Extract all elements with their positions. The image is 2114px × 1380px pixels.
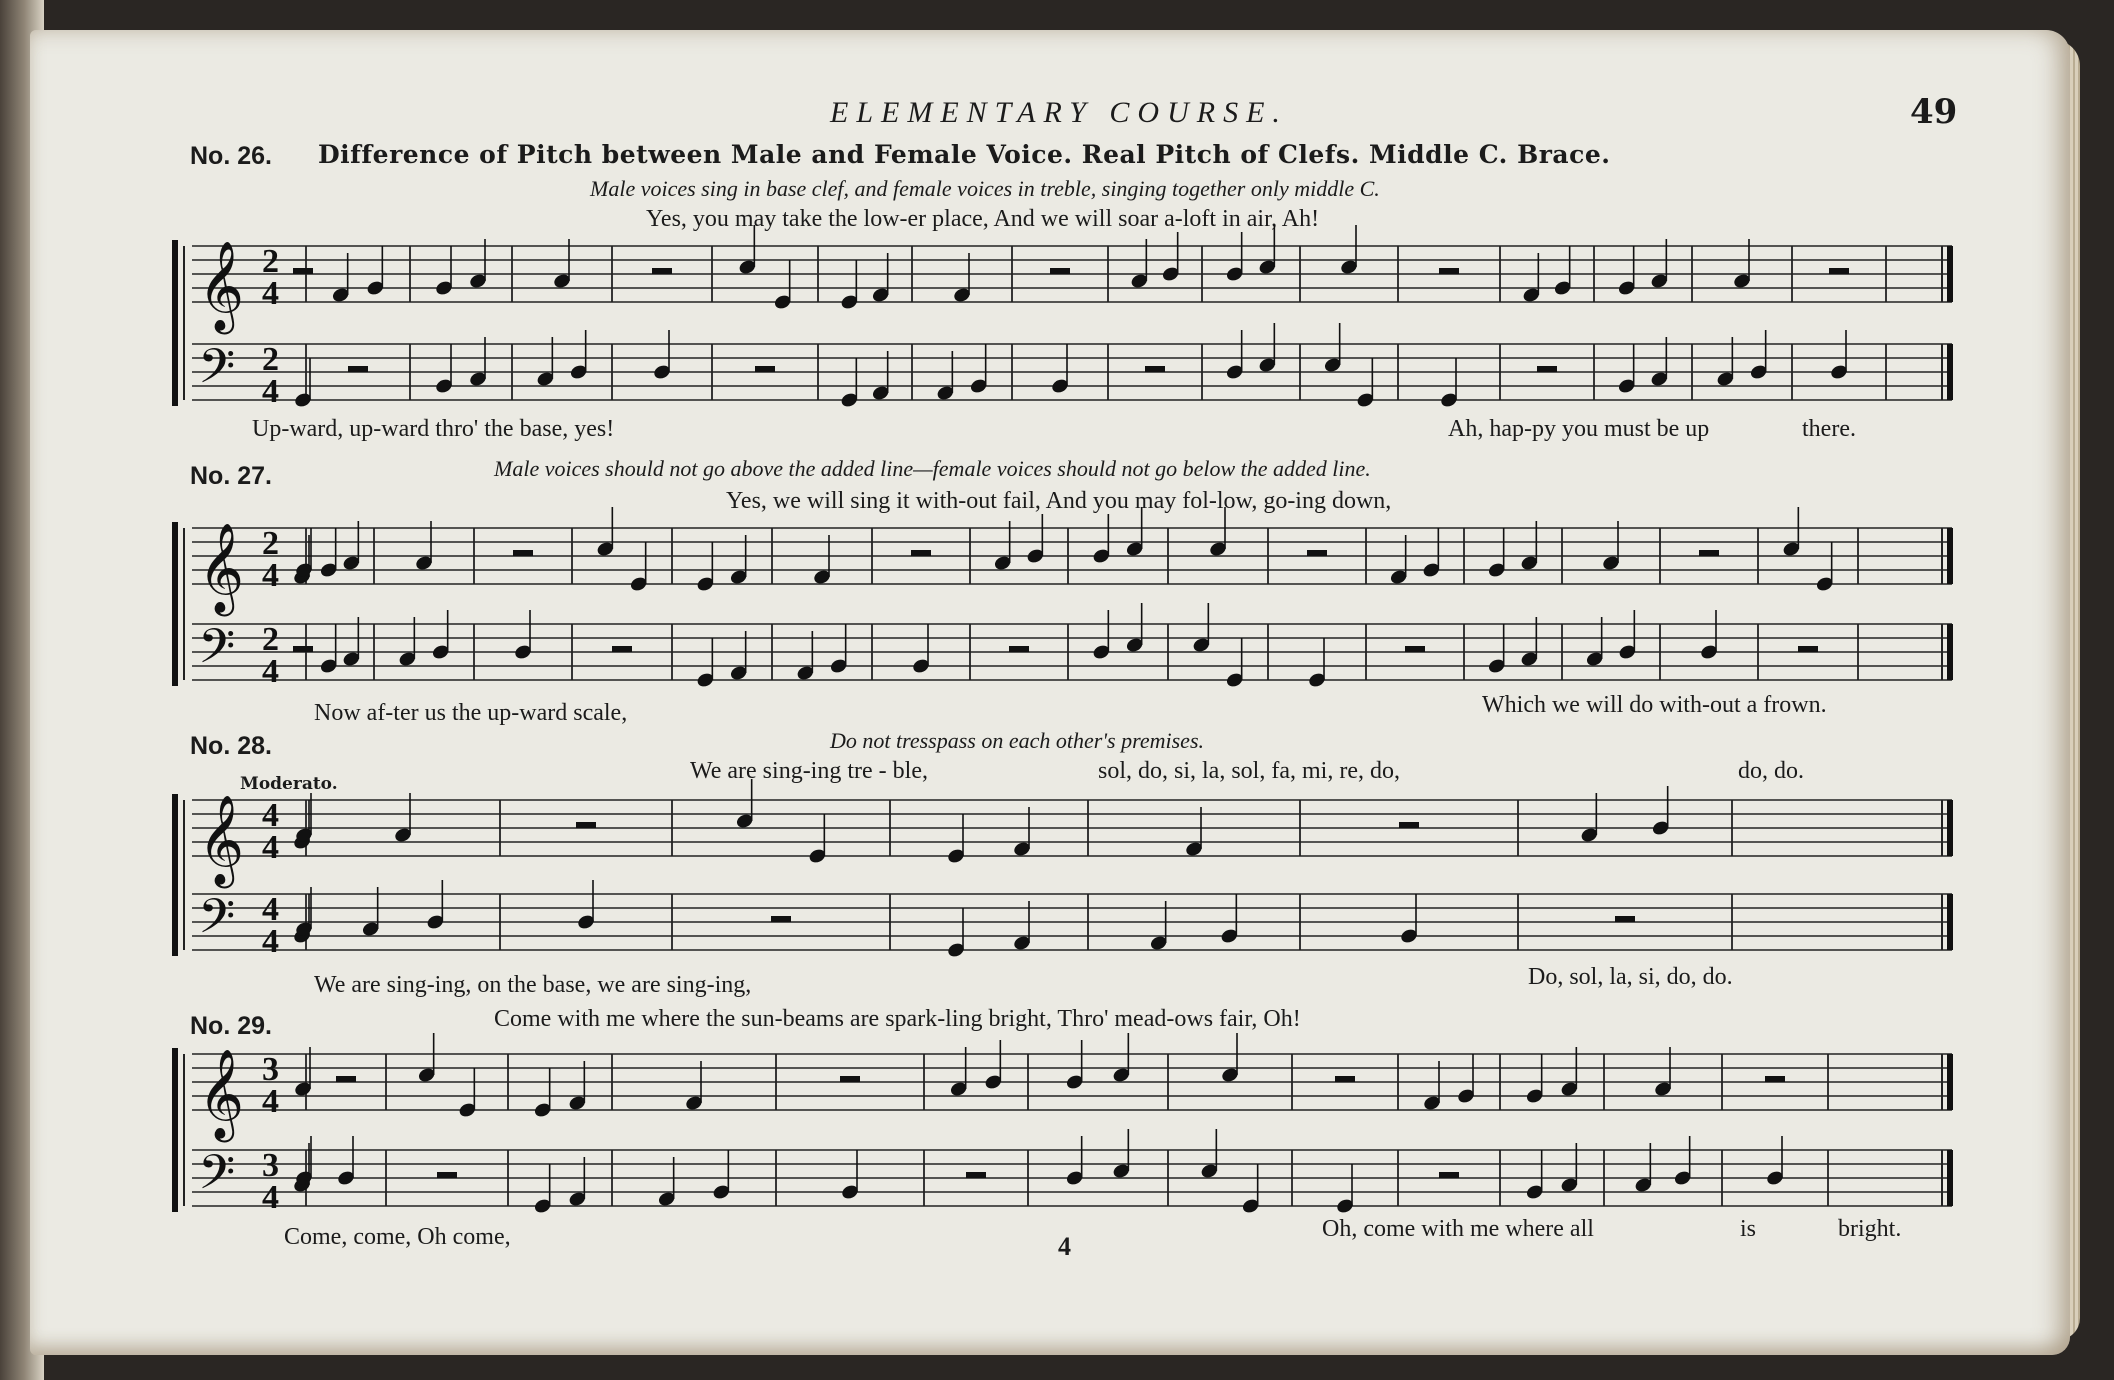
- half-rest: [1798, 646, 1818, 652]
- bass-clef-icon: 𝄢: [198, 888, 236, 956]
- half-rest: [1829, 268, 1849, 274]
- upper-lyric: Come with me where the sun-beams are spark-ling bright, Thro' mead-ows fair, Oh!: [494, 1006, 1301, 1032]
- final-barline-thick: [1947, 528, 1953, 584]
- half-rest: [966, 1172, 986, 1178]
- running-head: ELEMENTARY COURSE.: [830, 96, 1288, 129]
- time-signature-denominator: 4: [262, 653, 279, 690]
- lower-lyric: Now af-ter us the up-ward scale,: [314, 700, 628, 726]
- system-bracket: [172, 522, 178, 686]
- lower-lyric: there.: [1802, 416, 1856, 442]
- lower-lyric: Come, come, Oh come,: [284, 1224, 511, 1250]
- time-signature-denominator: 4: [262, 275, 279, 312]
- exercise-number: No. 28.: [190, 732, 272, 760]
- treble-clef-icon: 𝄞: [198, 241, 245, 331]
- bass-clef-icon: 𝄢: [198, 1144, 236, 1212]
- final-barline-thick: [1947, 246, 1953, 302]
- final-barline-thick: [1947, 1054, 1953, 1110]
- time-signature-denominator: 4: [262, 1179, 279, 1216]
- upper-lyric: do, do.: [1738, 758, 1804, 784]
- system-bracket: [172, 240, 178, 406]
- half-rest: [293, 268, 313, 274]
- page-number: 49: [1910, 92, 1958, 132]
- upper-lyric: We are sing-ing tre - ble,: [690, 758, 928, 784]
- time-signature-numerator: 4: [262, 797, 279, 834]
- upper-lyric: Yes, we will sing it with-out fail, And you may fol-low, go-ing down,: [726, 488, 1392, 514]
- lower-lyric: We are sing-ing, on the base, we are sing-ing,: [314, 972, 752, 998]
- half-rest: [1307, 550, 1327, 556]
- half-rest: [576, 822, 596, 828]
- time-signature-numerator: 2: [262, 621, 279, 658]
- performance-note: Male voices should not go above the added line—female voices should not go below the added line.: [494, 456, 1371, 481]
- time-signature-numerator: 2: [262, 525, 279, 562]
- final-barline-thick: [1947, 894, 1953, 950]
- half-rest: [1439, 1172, 1459, 1178]
- half-rest: [652, 268, 672, 274]
- half-rest: [1615, 916, 1635, 922]
- lower-lyric: Which we will do with-out a frown.: [1482, 692, 1827, 718]
- half-rest: [1699, 550, 1719, 556]
- half-rest: [612, 646, 632, 652]
- exercise-number: No. 26.: [190, 142, 272, 170]
- lower-lyric: is: [1740, 1216, 1757, 1242]
- lower-lyric: Ah, hap-py you must be up: [1448, 416, 1710, 442]
- upper-lyric: sol, do, si, la, sol, fa, mi, re, do,: [1098, 758, 1400, 784]
- bass-clef-icon: 𝄢: [198, 618, 236, 686]
- half-rest: [437, 1172, 457, 1178]
- time-signature-denominator: 4: [262, 373, 279, 410]
- performance-note: Male voices sing in base clef, and female voices in treble, singing together only middle C.: [590, 176, 1380, 201]
- time-signature-denominator: 4: [262, 829, 279, 866]
- half-rest: [348, 366, 368, 372]
- half-rest: [336, 1076, 356, 1082]
- half-rest: [1335, 1076, 1355, 1082]
- treble-clef-icon: 𝄞: [198, 523, 245, 613]
- upper-lyric: Yes, you may take the low-er place, And we will soar a-loft in air, Ah!: [646, 206, 1320, 232]
- half-rest: [1050, 268, 1070, 274]
- performance-note: Do not tresspass on each other's premises.: [830, 728, 1204, 753]
- half-rest: [1145, 366, 1165, 372]
- time-signature-numerator: 2: [262, 341, 279, 378]
- lower-lyric: bright.: [1838, 1216, 1902, 1242]
- system-bracket: [172, 1048, 178, 1212]
- lower-lyric: Up-ward, up-ward thro' the base, yes!: [252, 416, 615, 442]
- bass-clef-icon: 𝄢: [198, 338, 236, 406]
- final-barline-thick: [1947, 1150, 1953, 1206]
- lower-lyric: Do, sol, la, si, do, do.: [1528, 964, 1733, 990]
- system-bracket: [172, 794, 178, 956]
- time-signature-numerator: 4: [262, 891, 279, 928]
- half-rest: [293, 646, 313, 652]
- half-rest: [771, 916, 791, 922]
- time-signature-denominator: 4: [262, 923, 279, 960]
- half-rest: [1405, 646, 1425, 652]
- time-signature-numerator: 3: [262, 1147, 279, 1184]
- treble-clef-icon: 𝄞: [198, 1049, 245, 1139]
- half-rest: [1439, 268, 1459, 274]
- half-rest: [755, 366, 775, 372]
- time-signature-numerator: 3: [262, 1051, 279, 1088]
- half-rest: [1399, 822, 1419, 828]
- half-rest: [1765, 1076, 1785, 1082]
- exercise-number: No. 29.: [190, 1012, 272, 1040]
- signature-mark: 4: [1058, 1232, 1071, 1261]
- half-rest: [1537, 366, 1557, 372]
- time-signature-denominator: 4: [262, 1083, 279, 1120]
- half-rest: [513, 550, 533, 556]
- tempo-marking: Moderato.: [240, 774, 338, 794]
- half-rest: [1009, 646, 1029, 652]
- exercise-number: No. 27.: [190, 462, 272, 490]
- time-signature-numerator: 2: [262, 243, 279, 280]
- final-barline-thick: [1947, 624, 1953, 680]
- treble-clef-icon: 𝄞: [198, 795, 245, 885]
- final-barline-thick: [1947, 344, 1953, 400]
- lower-lyric: Oh, come with me where all: [1322, 1216, 1594, 1242]
- half-rest: [911, 550, 931, 556]
- final-barline-thick: [1947, 800, 1953, 856]
- exercise-headline: Difference of Pitch between Male and Female Voice. Real Pitch of Clefs. Middle C. Brace.: [318, 140, 1611, 169]
- half-rest: [840, 1076, 860, 1082]
- time-signature-denominator: 4: [262, 557, 279, 594]
